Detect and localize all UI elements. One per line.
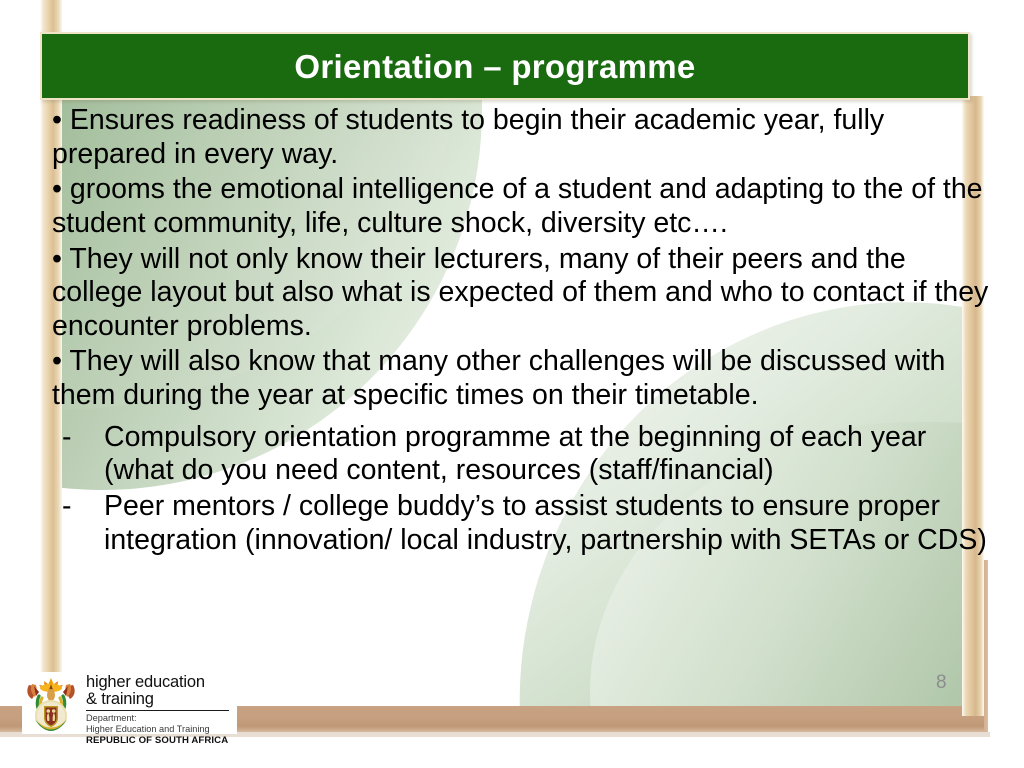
slide-body (52, 104, 1002, 559)
page-number: 8 (936, 672, 947, 693)
dash-marker: - (62, 489, 72, 522)
logo-divider (86, 710, 229, 711)
dash-marker: - (62, 420, 72, 453)
list-item-text: Compulsory orientation programme at the beginning of each year (what do you need content, resources (staff/financial) (104, 420, 927, 487)
list-item (52, 490, 1002, 557)
south-african-coat-of-arms-icon (22, 672, 80, 732)
logo-sub-line-3: REPUBLIC OF SOUTH AFRICA (86, 735, 229, 747)
logo-wordmark (86, 672, 229, 747)
department-logo (22, 672, 237, 747)
slide-title-bar (40, 32, 970, 100)
bullet-paragraph: • Ensures readiness of students to begin their academic year, fully prepared in every way. (52, 104, 893, 170)
dash-bullet-list (52, 421, 1002, 558)
page-title: Orientation – programme (294, 47, 696, 85)
bullet-paragraph: • They will also know that many other challenges will be discussed with them during the year at specific times on their timetable. (52, 345, 954, 411)
logo-line-1: higher education (86, 673, 205, 691)
bullet-paragraph: • They will not only know their lecturers, many of their peers and the college layout but also what is expected of them and who to contact if they encounter problems. (52, 242, 997, 342)
list-item-text: Peer mentors / college buddy’s to assist students to ensure proper integration (innovation/ local industry, partnership with SETAs or CDS) (104, 489, 987, 556)
logo-sub-line-1: Department: (86, 712, 137, 723)
logo-line-2: & training (86, 689, 154, 708)
list-item (52, 421, 1002, 488)
bullet-paragraph: • grooms the emotional intelligence of a student and adapting to the of the student community, life, culture shock, diversity etc…. (52, 173, 991, 239)
logo-sub-line-2: Higher Education and Training (86, 724, 210, 735)
